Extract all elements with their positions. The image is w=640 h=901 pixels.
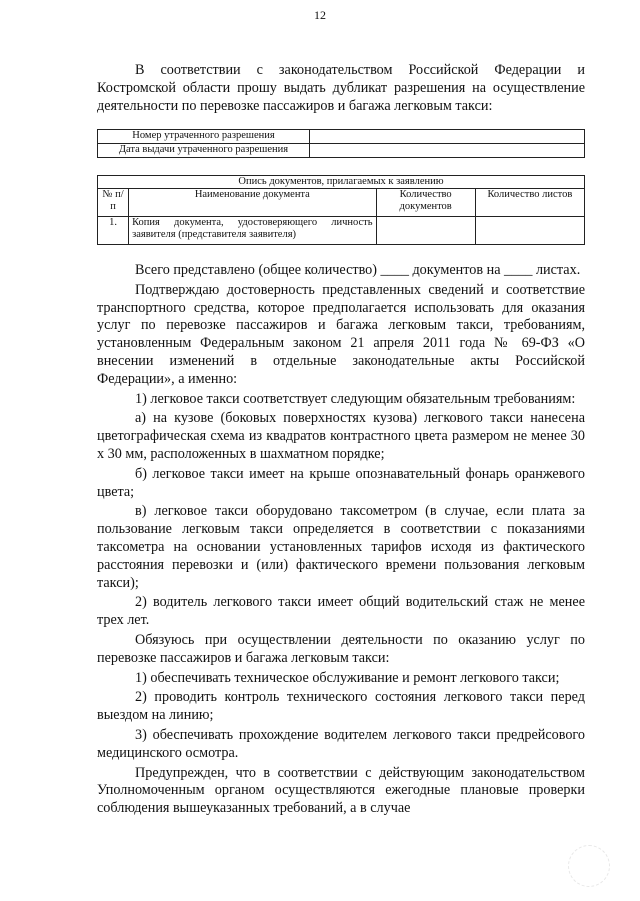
row-document-count[interactable] [376, 217, 475, 245]
total-paragraph: Всего представлено (общее количество) ____ документов на ____ листах. [135, 262, 581, 278]
oblige-1-paragraph: 1) обеспечивать техническое обслуживание и ремонт легкового такси; [135, 669, 560, 686]
documents-inventory-table [97, 175, 585, 245]
permit-date-field[interactable] [310, 144, 585, 158]
body-text [97, 262, 585, 818]
col-header-number: № п/п [98, 189, 129, 217]
col-header-sheets: Количество листов [475, 189, 584, 217]
row-number: 1. [98, 217, 129, 245]
intro-paragraph: В соответствии с законодательством Российской Федерации и Костромской области прошу выдать дубликат разрешения на осуществление деятельности по перевозке пассажиров и багажа легковым такси: [97, 62, 585, 114]
row-sheet-count[interactable] [475, 217, 584, 245]
row-document-name: Копия документа, удостоверяющего личность заявителя (представителя заявителя) [129, 217, 377, 245]
permit-number-field[interactable] [310, 130, 585, 144]
item-1-paragraph: 1) легковое такси соответствует следующим обязательным требованиям: [135, 390, 576, 407]
table-row [98, 217, 585, 245]
table-row [98, 144, 585, 158]
faint-stamp-mark [568, 845, 610, 887]
page-number: 12 [314, 8, 326, 22]
lost-permit-table [97, 129, 585, 158]
intro-block [97, 62, 585, 115]
table-row [98, 130, 585, 144]
col-header-name: Наименование документа [129, 189, 377, 217]
item-1a-paragraph: а) на кузове (боковых поверхностях кузова) легкового такси нанесена цветографическая схема из квадратов контрастного цвета размером не менее 30 х 30 мм, расположенных в шахматном порядке; [97, 410, 585, 462]
oblige-3-paragraph: 3) обеспечивать прохождение водителем легкового такси предрейсового медицинского осмотра. [97, 726, 585, 761]
item-2-paragraph: 2) водитель легкового такси имеет общий водительский стаж не менее трех лет. [97, 594, 585, 629]
permit-date-label: Дата выдачи утраченного разрешения [98, 144, 310, 158]
oblige-paragraph: Обязуюсь при осуществлении деятельности по оказанию услуг по перевозке пассажиров и багажа легковым такси: [97, 631, 585, 666]
warned-paragraph: Предупрежден, что в соответствии с действующим законодательством Уполномоченным органом осуществляются ежегодные плановые проверки соблюдения вышеуказанных требований, а в случае [97, 764, 585, 817]
oblige-2-paragraph: 2) проводить контроль технического состояния легкового такси перед выездом на линию; [97, 689, 585, 724]
permit-number-label: Номер утраченного разрешения [98, 130, 310, 144]
col-header-count: Количество документов [376, 189, 475, 217]
confirm-paragraph: Подтверждаю достоверность представленных сведений и соответствие транспортного средства, которое предполагается использовать для оказания услуг по перевозке пассажиров и багажа легковым такси, требованиям, установленным Федеральным законом 21 апреля 2011 года № 69-ФЗ «О внесении изменений в отдельные законодательные акты Российской Федерации», а именно: [97, 281, 585, 387]
table-header-row [98, 189, 585, 217]
inventory-caption: Опись документов, прилагаемых к заявлению [98, 176, 585, 189]
item-1c-paragraph: в) легковое такси оборудовано таксометром (в случае, если плата за пользование легковым такси определяется в соответствии с показаниями таксометра на основании установленных тарифов исходя из фактического расстояния перевозки и (или) фактического времени пользования легковым такси); [97, 503, 585, 591]
item-1b-paragraph: б) легковое такси имеет на крыше опознавательный фонарь оранжевого цвета; [97, 465, 585, 500]
